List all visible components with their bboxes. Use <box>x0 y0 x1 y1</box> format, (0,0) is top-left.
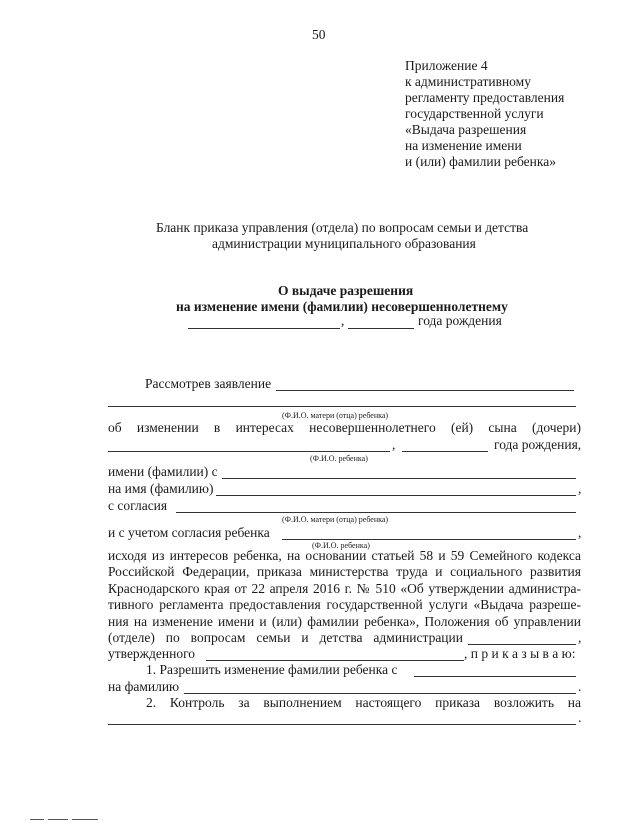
child-consent-comma: , <box>578 525 582 540</box>
birth-year-blank-2[interactable] <box>402 451 488 452</box>
name-from-blank[interactable] <box>222 478 576 479</box>
appendix-block <box>405 58 564 170</box>
applicant-blank[interactable] <box>276 390 574 391</box>
form-header-line-1: Бланк приказа управления (отдела) по вопросам семьи и детства <box>156 220 529 235</box>
name-to-comma: , <box>578 481 582 496</box>
document-title-line-1: О выдаче разрешения <box>278 283 414 298</box>
appendix-line: и (или) фамилии ребенка» <box>405 154 556 169</box>
main-paragraph <box>108 548 581 630</box>
birth-year-label: года рождения, <box>494 437 582 452</box>
caption-parent-2: (Ф.И.О. матери (отца) ребенка) <box>282 515 389 524</box>
page-number: 50 <box>312 27 326 42</box>
consent-blank[interactable] <box>176 512 576 513</box>
dept-blank[interactable] <box>468 644 576 645</box>
approved-label: утвержденного <box>108 646 196 661</box>
name-from-label: имени (фамилии) с <box>108 464 218 479</box>
footer-mark <box>72 819 98 820</box>
document-title-line-2: на изменение имени (фамилии) несовершеннолетнему <box>176 299 508 314</box>
responsible-blank[interactable] <box>108 724 576 725</box>
approved-blank[interactable] <box>206 660 464 661</box>
comma: , <box>392 437 396 452</box>
footer-mark <box>48 819 68 820</box>
appendix-line: государственной услуги <box>405 106 544 121</box>
dept-comma: , <box>578 630 582 645</box>
dept-line: (отделе) по вопросам семьи и детства администрации <box>108 630 463 645</box>
surname-period: . <box>578 679 582 694</box>
paragraph-line: исходя из интересов ребенка, на основании статьей 58 и 59 Семейного кодекса <box>108 548 581 563</box>
appendix-line: на изменение имени <box>405 138 522 153</box>
appendix-line: «Выдача разрешения <box>405 122 527 137</box>
form-header-line-2: администрации муниципального образования <box>212 236 476 251</box>
paragraph-line: Российской Федерации, приказа министерства труда и социального развития <box>108 564 581 580</box>
item-1: 1. Разрешить изменение фамилии ребенка с <box>146 662 398 677</box>
appendix-line: к административному <box>405 74 531 89</box>
applicant-blank-2[interactable] <box>108 406 576 407</box>
birth-year-blank[interactable] <box>348 328 414 329</box>
name-to-label: на имя (фамилию) <box>108 481 214 496</box>
caption-child: (Ф.И.О. ребенка) <box>310 454 368 463</box>
reviewed-label: Рассмотрев заявление <box>145 376 272 391</box>
child-consent-label: и с учетом согласия ребенка <box>108 525 270 540</box>
about-change-text: об изменении в интересах несовершеннолетнего (ей) сына (дочери) <box>108 420 581 435</box>
surname-from-blank[interactable] <box>414 676 576 677</box>
appendix-line: Приложение 4 <box>405 58 488 73</box>
name-to-blank[interactable] <box>216 495 576 496</box>
order-word: , п р и к а з ы в а ю: <box>464 646 576 661</box>
caption-child-2: (Ф.И.О. ребенка) <box>312 541 370 550</box>
paragraph-line: ния на изменение имени и (или) фамилии ребенка», Положения об управлении <box>108 613 581 629</box>
child-name-blank[interactable] <box>188 328 340 329</box>
consent-label: с согласия <box>108 498 168 513</box>
title-birth-year: года рождения <box>418 313 502 328</box>
appendix-line: регламенту предоставления <box>405 90 565 105</box>
child-fio-blank[interactable] <box>108 451 390 452</box>
surname-to-blank[interactable] <box>184 693 576 694</box>
caption-parent: (Ф.И.О. матери (отца) ребенка) <box>282 411 389 420</box>
footer-mark <box>30 819 44 820</box>
item-2: 2. Контроль за выполнением настоящего приказа возложить на <box>146 695 581 710</box>
child-consent-blank[interactable] <box>282 539 576 540</box>
paragraph-line: тивного регламента предоставления государственной услуги «Выдача разреше- <box>108 597 581 613</box>
paragraph-line: Краснодарского края от 22 апреля 2016 г. № 510 «Об утверждении администра- <box>108 580 581 596</box>
final-period: . <box>578 710 582 725</box>
title-comma: , <box>341 313 345 328</box>
to-surname-label: на фамилию <box>108 679 180 694</box>
